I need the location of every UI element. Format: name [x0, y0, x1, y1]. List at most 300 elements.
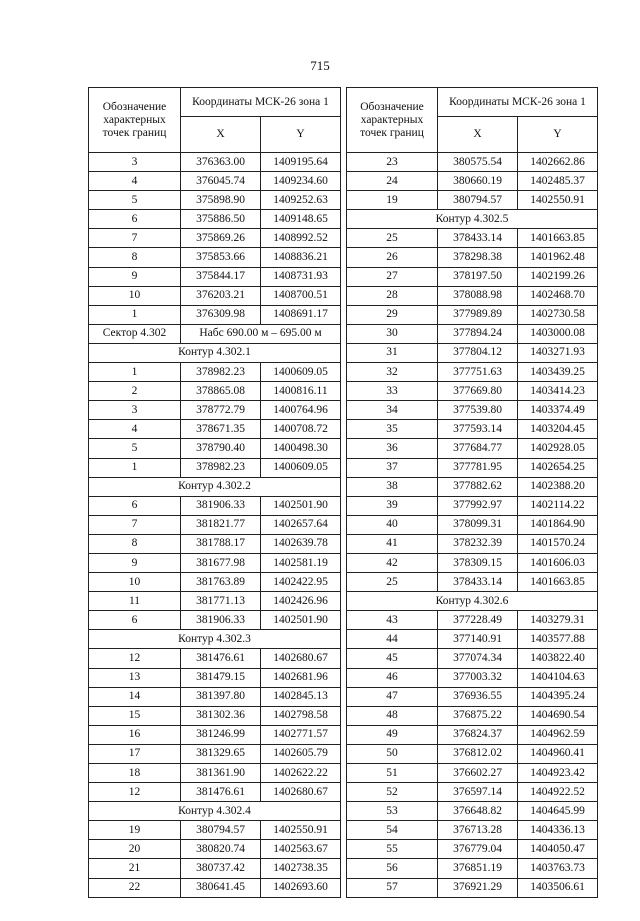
table-row — [89, 783, 341, 802]
x-coordinate: 381361.90 — [181, 764, 261, 783]
table-row — [89, 534, 341, 553]
x-coordinate: 377989.89 — [438, 305, 518, 324]
point-number: 51 — [347, 764, 438, 783]
y-coordinate: 1403506.61 — [518, 878, 598, 897]
x-column-header: X — [181, 117, 261, 153]
y-column-header: Y — [518, 117, 598, 153]
sector-altitude: Набс 690.00 м – 695.00 м — [181, 324, 341, 343]
contour-row — [89, 343, 341, 362]
table-row — [89, 267, 341, 286]
coordinates-table-right — [346, 87, 598, 898]
y-coordinate: 1403204.45 — [518, 420, 598, 439]
y-coordinate: 1402550.91 — [518, 191, 598, 210]
x-coordinate: 381763.89 — [181, 573, 261, 592]
x-coordinate: 375844.17 — [181, 267, 261, 286]
y-coordinate: 1401962.48 — [518, 248, 598, 267]
x-coordinate: 378982.23 — [181, 363, 261, 382]
point-number: 10 — [89, 286, 181, 305]
point-number: 5 — [89, 191, 181, 210]
x-coordinate: 378982.23 — [181, 458, 261, 477]
point-number: 6 — [89, 496, 181, 515]
table-row — [89, 439, 341, 458]
table-row — [89, 458, 341, 477]
y-coordinate: 1408992.52 — [261, 229, 341, 248]
x-coordinate: 377074.34 — [438, 649, 518, 668]
y-coordinate: 1409148.65 — [261, 210, 341, 229]
contour-row — [89, 630, 341, 649]
y-coordinate: 1404690.54 — [518, 706, 598, 725]
x-coordinate: 380737.42 — [181, 859, 261, 878]
x-coordinate: 376602.27 — [438, 764, 518, 783]
x-coordinate: 376309.98 — [181, 305, 261, 324]
y-coordinate: 1402563.67 — [261, 840, 341, 859]
x-coordinate: 375886.50 — [181, 210, 261, 229]
point-number: 54 — [347, 821, 438, 840]
table-row — [347, 725, 598, 744]
y-coordinate: 1409195.64 — [261, 153, 341, 172]
point-number: 6 — [89, 210, 181, 229]
table-row — [347, 859, 598, 878]
y-coordinate: 1403414.23 — [518, 382, 598, 401]
x-coordinate: 377882.62 — [438, 477, 518, 496]
point-number: 14 — [89, 687, 181, 706]
table-row — [347, 744, 598, 763]
y-coordinate: 1402114.22 — [518, 496, 598, 515]
table-row — [347, 343, 598, 362]
x-coordinate: 376713.28 — [438, 821, 518, 840]
point-number: 32 — [347, 363, 438, 382]
y-coordinate: 1402426.96 — [261, 592, 341, 611]
table-row — [89, 573, 341, 592]
y-coordinate: 1403577.88 — [518, 630, 598, 649]
x-coordinate: 378232.39 — [438, 534, 518, 553]
x-coordinate: 376875.22 — [438, 706, 518, 725]
x-coordinate: 381821.77 — [181, 515, 261, 534]
table-row — [89, 401, 341, 420]
table-row — [89, 611, 341, 630]
point-number: 34 — [347, 401, 438, 420]
x-coordinate: 381677.98 — [181, 553, 261, 572]
x-coordinate: 377228.49 — [438, 611, 518, 630]
x-column-header: X — [438, 117, 518, 153]
x-coordinate: 376779.04 — [438, 840, 518, 859]
x-coordinate: 378099.31 — [438, 515, 518, 534]
table-row — [347, 515, 598, 534]
y-coordinate: 1402581.19 — [261, 553, 341, 572]
y-coordinate: 1402550.91 — [261, 821, 341, 840]
table-row — [89, 515, 341, 534]
y-coordinate: 1402928.05 — [518, 439, 598, 458]
contour-label: Контур 4.302.4 — [89, 802, 341, 821]
point-number: 28 — [347, 286, 438, 305]
table-row — [89, 821, 341, 840]
y-coordinate: 1402662.86 — [518, 153, 598, 172]
y-coordinate: 1408691.17 — [261, 305, 341, 324]
coordinate-system-header: Координаты МСК-26 зона 1 — [181, 88, 341, 117]
x-coordinate: 380660.19 — [438, 172, 518, 191]
table-row — [347, 668, 598, 687]
table-row — [347, 420, 598, 439]
y-coordinate: 1402501.90 — [261, 496, 341, 515]
y-coordinate: 1404395.24 — [518, 687, 598, 706]
x-coordinate: 377684.77 — [438, 439, 518, 458]
point-designation-header: Обозначение характерных точек границ — [89, 88, 181, 153]
table-row — [347, 363, 598, 382]
x-coordinate: 381246.99 — [181, 725, 261, 744]
table-row — [89, 248, 341, 267]
x-coordinate: 381906.33 — [181, 496, 261, 515]
y-coordinate: 1409252.63 — [261, 191, 341, 210]
y-coordinate: 1403822.40 — [518, 649, 598, 668]
x-coordinate: 380575.54 — [438, 153, 518, 172]
point-number: 27 — [347, 267, 438, 286]
point-number: 17 — [89, 744, 181, 763]
y-coordinate: 1408731.93 — [261, 267, 341, 286]
x-coordinate: 375853.66 — [181, 248, 261, 267]
y-coordinate: 1402681.96 — [261, 668, 341, 687]
point-number: 52 — [347, 783, 438, 802]
table-row — [347, 649, 598, 668]
point-number: 12 — [89, 649, 181, 668]
table-row — [89, 382, 341, 401]
table-row — [347, 286, 598, 305]
table-row — [347, 534, 598, 553]
contour-row — [89, 477, 341, 496]
y-coordinate: 1402605.79 — [261, 744, 341, 763]
table-body-left — [89, 153, 341, 898]
y-coordinate: 1409234.60 — [261, 172, 341, 191]
point-number: 8 — [89, 534, 181, 553]
x-coordinate: 376045.74 — [181, 172, 261, 191]
table-row — [89, 553, 341, 572]
point-number: 9 — [89, 553, 181, 572]
point-number: 7 — [89, 229, 181, 248]
x-coordinate: 381397.80 — [181, 687, 261, 706]
y-coordinate: 1402738.35 — [261, 859, 341, 878]
point-number: 44 — [347, 630, 438, 649]
sector-label: Сектор 4.302 — [89, 324, 181, 343]
table-row — [89, 725, 341, 744]
y-coordinate: 1401663.85 — [518, 229, 598, 248]
table-row — [89, 229, 341, 248]
y-coordinate: 1404645.99 — [518, 802, 598, 821]
x-coordinate: 375898.90 — [181, 191, 261, 210]
y-coordinate: 1402422.95 — [261, 573, 341, 592]
table-row — [347, 267, 598, 286]
x-coordinate: 377140.91 — [438, 630, 518, 649]
x-coordinate: 378790.40 — [181, 439, 261, 458]
x-coordinate: 377751.63 — [438, 363, 518, 382]
y-coordinate: 1402693.60 — [261, 878, 341, 897]
table-row — [89, 286, 341, 305]
y-coordinate: 1402680.67 — [261, 783, 341, 802]
y-coordinate: 1400764.96 — [261, 401, 341, 420]
y-coordinate: 1402485.37 — [518, 172, 598, 191]
table-row — [347, 687, 598, 706]
table-row — [89, 764, 341, 783]
x-coordinate: 380794.57 — [438, 191, 518, 210]
point-number: 39 — [347, 496, 438, 515]
x-coordinate: 376812.02 — [438, 744, 518, 763]
point-number: 7 — [89, 515, 181, 534]
x-coordinate: 376597.14 — [438, 783, 518, 802]
y-coordinate: 1403279.31 — [518, 611, 598, 630]
x-coordinate: 377669.80 — [438, 382, 518, 401]
table-row — [347, 248, 598, 267]
point-number: 47 — [347, 687, 438, 706]
y-coordinate: 1401570.24 — [518, 534, 598, 553]
x-coordinate: 377894.24 — [438, 324, 518, 343]
y-coordinate: 1404923.42 — [518, 764, 598, 783]
coordinates-table-left — [88, 87, 341, 898]
point-number: 35 — [347, 420, 438, 439]
y-coordinate: 1402199.26 — [518, 267, 598, 286]
table-row — [347, 496, 598, 515]
x-coordinate: 381479.15 — [181, 668, 261, 687]
x-coordinate: 378197.50 — [438, 267, 518, 286]
coordinate-system-header: Координаты МСК-26 зона 1 — [438, 88, 598, 117]
y-coordinate: 1403763.73 — [518, 859, 598, 878]
table-row — [89, 153, 341, 172]
point-number: 15 — [89, 706, 181, 725]
x-coordinate: 376363.00 — [181, 153, 261, 172]
point-number: 10 — [89, 573, 181, 592]
x-coordinate: 378088.98 — [438, 286, 518, 305]
point-number: 33 — [347, 382, 438, 401]
y-coordinate: 1402468.70 — [518, 286, 598, 305]
point-number: 24 — [347, 172, 438, 191]
point-number: 26 — [347, 248, 438, 267]
x-coordinate: 377992.97 — [438, 496, 518, 515]
table-row — [347, 840, 598, 859]
point-number: 40 — [347, 515, 438, 534]
x-coordinate: 376648.82 — [438, 802, 518, 821]
y-coordinate: 1402730.58 — [518, 305, 598, 324]
point-number: 1 — [89, 305, 181, 324]
x-coordinate: 377003.32 — [438, 668, 518, 687]
y-coordinate: 1404336.13 — [518, 821, 598, 840]
table-row — [347, 324, 598, 343]
y-coordinate: 1403374.49 — [518, 401, 598, 420]
contour-row — [347, 210, 598, 229]
x-coordinate: 377804.12 — [438, 343, 518, 362]
point-number: 5 — [89, 439, 181, 458]
point-number: 50 — [347, 744, 438, 763]
table-row — [89, 687, 341, 706]
x-coordinate: 376824.37 — [438, 725, 518, 744]
x-coordinate: 378865.08 — [181, 382, 261, 401]
table-row — [347, 229, 598, 248]
y-coordinate: 1402501.90 — [261, 611, 341, 630]
table-row — [347, 382, 598, 401]
point-number: 3 — [89, 401, 181, 420]
point-number: 25 — [347, 573, 438, 592]
point-number: 1 — [89, 458, 181, 477]
y-coordinate: 1408836.21 — [261, 248, 341, 267]
y-coordinate: 1401864.90 — [518, 515, 598, 534]
y-coordinate: 1403000.08 — [518, 324, 598, 343]
table-row — [89, 592, 341, 611]
table-row — [347, 553, 598, 572]
y-coordinate: 1402771.57 — [261, 725, 341, 744]
y-coordinate: 1401606.03 — [518, 553, 598, 572]
point-number: 48 — [347, 706, 438, 725]
y-coordinate: 1404050.47 — [518, 840, 598, 859]
table-row — [89, 420, 341, 439]
y-coordinate: 1408700.51 — [261, 286, 341, 305]
table-row — [89, 649, 341, 668]
x-coordinate: 377781.95 — [438, 458, 518, 477]
x-coordinate: 378433.14 — [438, 229, 518, 248]
table-row — [89, 172, 341, 191]
y-coordinate: 1402798.58 — [261, 706, 341, 725]
point-number: 6 — [89, 611, 181, 630]
table-row — [347, 878, 598, 897]
y-coordinate: 1403439.25 — [518, 363, 598, 382]
y-coordinate: 1400498.30 — [261, 439, 341, 458]
table-row — [89, 859, 341, 878]
y-column-header: Y — [261, 117, 341, 153]
contour-label: Контур 4.302.2 — [89, 477, 341, 496]
table-row — [347, 305, 598, 324]
y-coordinate: 1402622.22 — [261, 764, 341, 783]
y-coordinate: 1402680.67 — [261, 649, 341, 668]
y-coordinate: 1404922.52 — [518, 783, 598, 802]
table-row — [347, 706, 598, 725]
point-number: 36 — [347, 439, 438, 458]
contour-label: Контур 4.302.1 — [89, 343, 341, 362]
point-number: 1 — [89, 363, 181, 382]
table-row — [347, 821, 598, 840]
y-coordinate: 1404960.41 — [518, 744, 598, 763]
table-row — [89, 878, 341, 897]
point-number: 13 — [89, 668, 181, 687]
x-coordinate: 376936.55 — [438, 687, 518, 706]
x-coordinate: 381788.17 — [181, 534, 261, 553]
point-number: 56 — [347, 859, 438, 878]
table-row — [347, 630, 598, 649]
x-coordinate: 376851.19 — [438, 859, 518, 878]
table-row — [347, 172, 598, 191]
x-coordinate: 381302.36 — [181, 706, 261, 725]
contour-label: Контур 4.302.5 — [347, 210, 598, 229]
point-number: 16 — [89, 725, 181, 744]
y-coordinate: 1400609.05 — [261, 458, 341, 477]
table-row — [89, 363, 341, 382]
x-coordinate: 380794.57 — [181, 821, 261, 840]
table-row — [89, 210, 341, 229]
point-number: 11 — [89, 592, 181, 611]
point-number: 42 — [347, 553, 438, 572]
table-body-right — [347, 153, 598, 898]
x-coordinate: 375869.26 — [181, 229, 261, 248]
point-number: 9 — [89, 267, 181, 286]
point-number: 18 — [89, 764, 181, 783]
table-row — [89, 496, 341, 515]
point-designation-header: Обозначение характерных точек границ — [347, 88, 438, 153]
point-number: 25 — [347, 229, 438, 248]
x-coordinate: 378433.14 — [438, 573, 518, 592]
x-coordinate: 377593.14 — [438, 420, 518, 439]
table-row — [347, 191, 598, 210]
table-row — [89, 744, 341, 763]
point-number: 30 — [347, 324, 438, 343]
y-coordinate: 1402845.13 — [261, 687, 341, 706]
point-number: 41 — [347, 534, 438, 553]
point-number: 45 — [347, 649, 438, 668]
page-number: 715 — [310, 58, 330, 73]
table-row — [347, 802, 598, 821]
table-row — [347, 764, 598, 783]
point-number: 23 — [347, 153, 438, 172]
point-number: 37 — [347, 458, 438, 477]
point-number: 53 — [347, 802, 438, 821]
table-row — [89, 191, 341, 210]
x-coordinate: 377539.80 — [438, 401, 518, 420]
point-number: 46 — [347, 668, 438, 687]
point-number: 2 — [89, 382, 181, 401]
point-number: 19 — [347, 191, 438, 210]
point-number: 31 — [347, 343, 438, 362]
table-row — [347, 401, 598, 420]
x-coordinate: 378772.79 — [181, 401, 261, 420]
x-coordinate: 376203.21 — [181, 286, 261, 305]
point-number: 38 — [347, 477, 438, 496]
y-coordinate: 1404104.63 — [518, 668, 598, 687]
point-number: 3 — [89, 153, 181, 172]
point-number: 55 — [347, 840, 438, 859]
y-coordinate: 1402654.25 — [518, 458, 598, 477]
table-row — [347, 153, 598, 172]
point-number: 57 — [347, 878, 438, 897]
y-coordinate: 1402388.20 — [518, 477, 598, 496]
x-coordinate: 378671.35 — [181, 420, 261, 439]
y-coordinate: 1400708.72 — [261, 420, 341, 439]
table-row — [89, 668, 341, 687]
y-coordinate: 1402657.64 — [261, 515, 341, 534]
table-row — [347, 573, 598, 592]
contour-label: Контур 4.302.3 — [89, 630, 341, 649]
y-coordinate: 1403271.93 — [518, 343, 598, 362]
table-row — [347, 439, 598, 458]
y-coordinate: 1400816.11 — [261, 382, 341, 401]
x-coordinate: 376921.29 — [438, 878, 518, 897]
x-coordinate: 381771.13 — [181, 592, 261, 611]
x-coordinate: 381476.61 — [181, 649, 261, 668]
contour-label: Контур 4.302.6 — [347, 592, 598, 611]
x-coordinate: 378309.15 — [438, 553, 518, 572]
y-coordinate: 1400609.05 — [261, 363, 341, 382]
y-coordinate: 1404962.59 — [518, 725, 598, 744]
point-number: 19 — [89, 821, 181, 840]
table-row — [89, 840, 341, 859]
point-number: 49 — [347, 725, 438, 744]
point-number: 21 — [89, 859, 181, 878]
point-number: 4 — [89, 172, 181, 191]
contour-row — [89, 802, 341, 821]
x-coordinate: 380641.45 — [181, 878, 261, 897]
point-number: 8 — [89, 248, 181, 267]
y-coordinate: 1402639.78 — [261, 534, 341, 553]
x-coordinate: 381329.65 — [181, 744, 261, 763]
point-number: 43 — [347, 611, 438, 630]
point-number: 29 — [347, 305, 438, 324]
table-row — [347, 458, 598, 477]
table-row — [347, 477, 598, 496]
sector-row — [89, 324, 341, 343]
x-coordinate: 381906.33 — [181, 611, 261, 630]
table-row — [89, 305, 341, 324]
